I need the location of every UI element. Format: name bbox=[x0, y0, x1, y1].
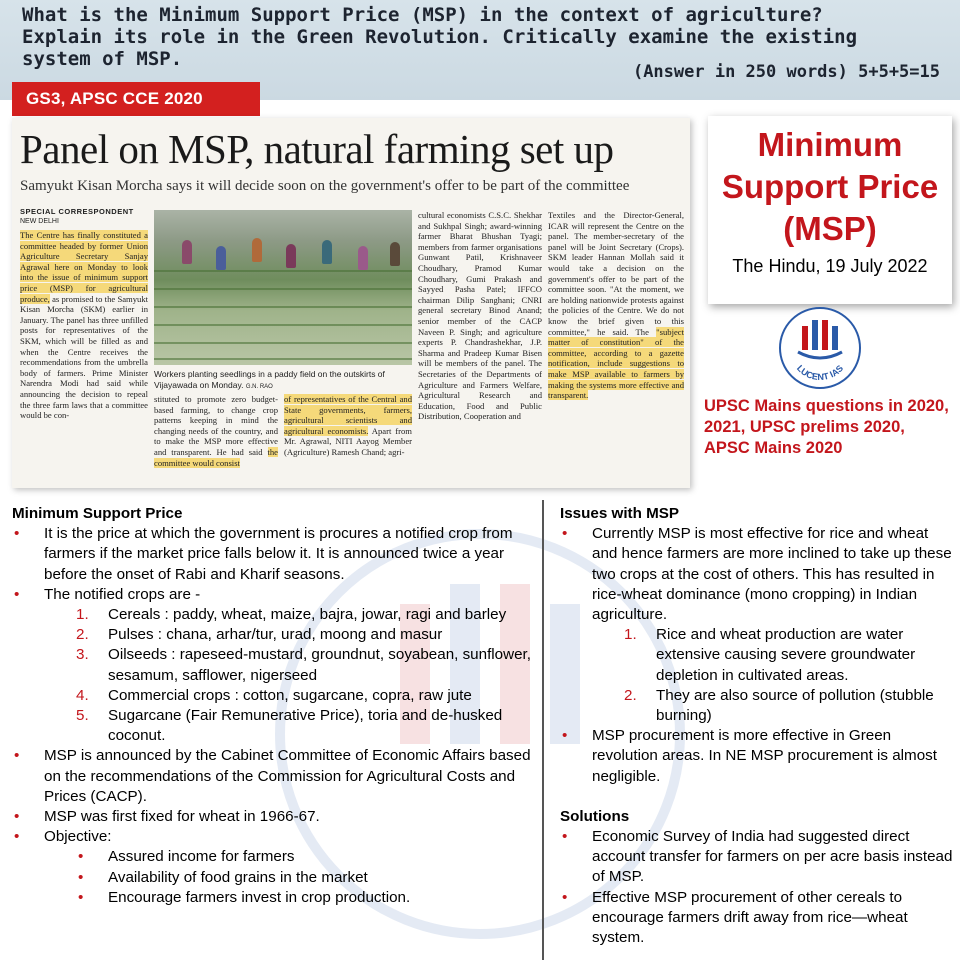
question-line: Explain its role in the Green Revolution. Critically examine the existing bbox=[22, 26, 858, 48]
highlighted-text: of representatives of the Central and State governments, farmers, agricultural scientists and agricultural economists. bbox=[284, 394, 412, 436]
crop-text: Cereals : paddy, wheat, maize, bajra, jowar, ragi and barley bbox=[108, 606, 507, 624]
solution-item: • Effective MSP procurement of other cereals to encourage farmers drift away from rice—wheat system. bbox=[560, 888, 955, 949]
article-column-2a bbox=[154, 394, 278, 486]
list-item: • MSP is announced by the Cabinet Committee of Economic Affairs based on the recommendations of the Commission for Agricultural Costs and Prices (CACP). bbox=[12, 746, 532, 807]
article-column-3: cultural economists C.S.C. Shekhar and Sukhpal Singh; award-winning farmer Bharat Bhushan Tyagi; members from farmer organisations Gunwant Patil, Krishnaveer Choudhary, Pramod Kumar Choudhary, Gumi Prakash and Sayyed Pasha Patel; IFFCO chairman Dilip Sanghani; CNRI general secretary Binod Anand; senior member of the CACP Naveen P. Singh; and agriculture experts P. Chandrashekhar, J.P. Sharma and Pradeep Kumar Bisen will be members of the panel. The Secretaries of the Departments of Agriculture and Farmers Welfare, Agricultural Research and Education, Food and Public Distribution, Cooperation and bbox=[418, 210, 542, 422]
list-item: • MSP was first fixed for wheat in 1966-67. bbox=[12, 807, 532, 827]
crop-item: 3. Oilseeds : rapeseed-mustard, groundnut, soyabean, sunflower, sesamum, safflower, nigerseed bbox=[76, 646, 531, 684]
crop-item: 1. Cereals : paddy, wheat, maize, bajra, jowar, ragi and barley bbox=[76, 606, 507, 624]
sub-issue-item: 2. They are also source of pollution (stubble burning) bbox=[624, 686, 934, 725]
column-text: Apart from Mr. Agrawal, NITI Aayog Member (Agriculture) Ramesh Chand; agri- bbox=[284, 425, 412, 457]
exam-mentions: UPSC Mains questions in 2020, 2021, UPSC prelims 2020, APSC Mains 2020 bbox=[704, 397, 949, 457]
highlighted-text: the committee would consist bbox=[154, 446, 278, 468]
crop-item: 5. Sugarcane (Fair Remunerative Price), toria and de-husked coconut. bbox=[76, 707, 503, 745]
newspaper-clipping bbox=[12, 118, 690, 488]
crop-text: Oilseeds : rapeseed-mustard, groundnut, soyabean, sunflower, sesamum, safflower, nigerseed bbox=[108, 646, 531, 684]
objective-item: • Encourage farmers invest in crop production. bbox=[12, 888, 532, 908]
article-column-4 bbox=[548, 210, 684, 486]
msp-issues-panel bbox=[560, 504, 955, 948]
paddy-field-photo bbox=[154, 210, 412, 365]
issue-item: • Currently MSP is most effective for rice and wheat and hence farmers are more inclined to take up these two crops at the cost of others. This has resulted in rice-wheat dominance (mono cropping) in Indian agriculture. bbox=[560, 524, 955, 625]
section-heading: Solutions bbox=[560, 807, 630, 825]
issue-item: • MSP procurement is more effective in Green revolution areas. In NE MSP procurement is almost negligible. bbox=[560, 726, 955, 787]
objective-item: • Availability of food grains in the market bbox=[12, 868, 532, 888]
list-item: • Objective: bbox=[12, 827, 532, 847]
highlighted-text: "subject matter of constitution" of the committee, according to a gazette notification, include suggestions to make MSP available to farmers by making the systems more effective and transparent. bbox=[548, 326, 684, 401]
solution-item: • Economic Survey of India had suggested direct account transfer for farmers on per acre basis instead of MSP. bbox=[560, 827, 955, 888]
question-line: system of MSP. bbox=[22, 48, 183, 70]
crop-item: 2. Pulses : chana, arhar/tur, urad, moong and masur bbox=[76, 626, 443, 644]
sub-issue-text: Rice and wheat production are water extensive causing severe groundwater depletion in cultivated areas. bbox=[656, 626, 916, 684]
question-marks: (Answer in 250 words) 5+5+5=15 bbox=[632, 62, 940, 82]
sub-issue-text: They are also source of pollution (stubble burning) bbox=[656, 686, 934, 725]
column-text: Textiles and the Director-General, ICAR will represent the Centre on the panel. The member-secretary of the panel will be Joint Secretary (Crops). SKM leader Hannan Mollah said it would take a decision on the government's offer to be part of the committee soon. "At the moment, we are holding nationwide protests against the policies of the Centre. We do not know the brief given to this committee," he said. The bbox=[548, 210, 684, 337]
photo-caption bbox=[154, 369, 412, 392]
news-source: The Hindu, 19 July 2022 bbox=[732, 256, 928, 276]
article-subhead: Samyukt Kisan Morcha says it will decide soon on the government's offer to be part of the committee bbox=[20, 178, 630, 194]
exam-badge: GS3, APSC CCE 2020 bbox=[12, 82, 260, 116]
crop-text: Pulses : chana, arhar/tur, urad, moong and masur bbox=[108, 626, 443, 644]
article-byline: SPECIAL CORRESPONDENT bbox=[20, 207, 134, 216]
list-item: • It is the price at which the government is procures a notified crop from farmers if the market price falls below it. It is announced twice a year before the onset of Rabi and Kharif seasons. bbox=[12, 524, 532, 585]
notes-section bbox=[0, 494, 960, 960]
topic-title: Minimum Support Price (MSP) bbox=[721, 126, 939, 247]
question-line: What is the Minimum Support Price (MSP) in the context of agriculture? bbox=[22, 4, 823, 26]
caption-text: Workers planting seedlings in a paddy field on the outskirts of Vijayawada on Monday. bbox=[154, 369, 385, 390]
article-column-2b bbox=[284, 394, 412, 486]
column-text: as promised to the Samyukt Kisan Morcha (SKM) earlier in January. The panel has three unfilled posts for representatives of the SKM, which will be filled as and when the Centre receives the recommendations from the umbrella body of farmers. Prime Minister Narendra Modi had said while announcing the decision to repeal the three farm laws that a committee would be con- bbox=[20, 293, 148, 421]
highlighted-text: The Centre has finally constituted a committee headed by former Union Agriculture Secretary Sanjay Agrawal here on Monday to look into the issue of minimum support price (MSP) for agricultural produce, bbox=[20, 230, 148, 304]
photo-credit: G.N. RAO bbox=[245, 383, 273, 390]
list-item: • The notified crops are - bbox=[12, 585, 532, 605]
crop-text: Commercial crops : cotton, sugarcane, copra, raw jute bbox=[108, 686, 472, 704]
logo-text: LUCENT IAS bbox=[794, 363, 846, 383]
objective-item: • Assured income for farmers bbox=[12, 847, 532, 867]
article-headline: Panel on MSP, natural farming set up bbox=[20, 126, 614, 172]
section-heading: Issues with MSP bbox=[560, 505, 680, 522]
column-text: stituted to promote zero budget-based farming, to change crop patterns keeping in mind the changing needs of the country, and to make the MSP more effective and transparent. He had said bbox=[154, 394, 278, 457]
sub-issue-item: 1. Rice and wheat production are water extensive causing severe groundwater depletion in cultivated areas. bbox=[624, 626, 916, 684]
article-dateline: NEW DELHI bbox=[20, 218, 59, 225]
article-column-1 bbox=[20, 230, 148, 485]
msp-overview-panel bbox=[12, 504, 532, 908]
topic-title-card bbox=[708, 116, 952, 304]
crop-item: 4. Commercial crops : cotton, sugarcane, copra, raw jute bbox=[76, 686, 472, 704]
lucent-ias-logo-icon bbox=[778, 306, 862, 390]
crop-text: Sugarcane (Fair Remunerative Price), toria and de-husked coconut. bbox=[108, 707, 503, 745]
column-divider bbox=[542, 500, 544, 960]
section-heading: Minimum Support Price bbox=[12, 505, 183, 522]
